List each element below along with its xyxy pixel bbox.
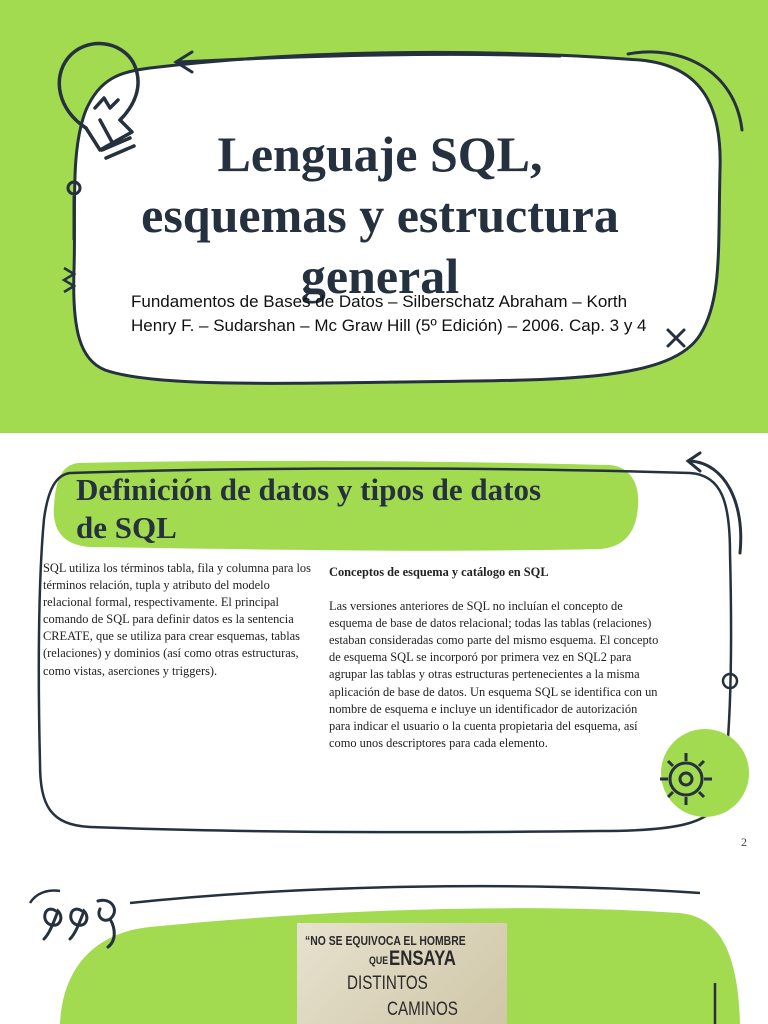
quote-image — [297, 923, 507, 1024]
left-column-text: SQL utiliza los términos tabla, fila y columna para los términos relación, tupla y atributo del modelo relacional formal, respectivamente. El principal comando de SQL para definir datos es la sentencia CREATE, que se utiliza para crear esquemas, tablas (relaciones) y dominios (así como otras estructuras, como vistas, aserciones y triggers). — [43, 561, 311, 678]
slide-quote — [0, 863, 768, 1024]
page-number: 2 — [741, 835, 747, 849]
slide-title — [0, 0, 768, 433]
arrow-curved-icon — [688, 453, 741, 553]
quote-line-4: DISTINTOS — [347, 973, 428, 994]
quote-line-5: CAMINOS — [387, 999, 458, 1020]
right-column — [329, 564, 659, 752]
quote-line-2: QUE — [369, 955, 389, 967]
quote-marks-icon — [44, 900, 114, 947]
gear-icon — [660, 729, 749, 817]
section-title: Definición de datos y tipos de datos de SQL — [76, 472, 542, 545]
quote-line-1: “NO SE EQUIVOCA EL HOMBRE — [305, 933, 466, 948]
slide-subtitle-reference: Fundamentos de Bases de Datos – Silberschatz Abraham – Korth Henry F. – Sudarshan – Mc Graw Hill (5º Edición) – 2006. Cap. 3 y 4 — [131, 292, 647, 335]
quote-line-3: ENSAYA — [389, 947, 456, 970]
slide-definicion — [0, 433, 768, 863]
right-column-heading: Conceptos de esquema y catálogo en SQL — [329, 565, 549, 579]
slide-title-heading: Lenguaje SQL, esquemas y estructura general — [141, 126, 619, 304]
right-column-text: Las versiones anteriores de SQL no incluían el concepto de esquema de base de datos relacional; todas las tablas (relaciones) estaban consideradas como parte del mismo esquema. El concepto de esquema SQL se incorporó por primera vez en SQL2 para agrupar las tablas y otras estructuras pertenecientes a la misma aplicación de base de datos. Un esquema SQL se identifica con un nombre de esquema e incluye un identificador de autorización para indicar el usuario o la cuenta propietaria del esquema, así como unos descriptores para cada elemento. — [329, 599, 659, 750]
